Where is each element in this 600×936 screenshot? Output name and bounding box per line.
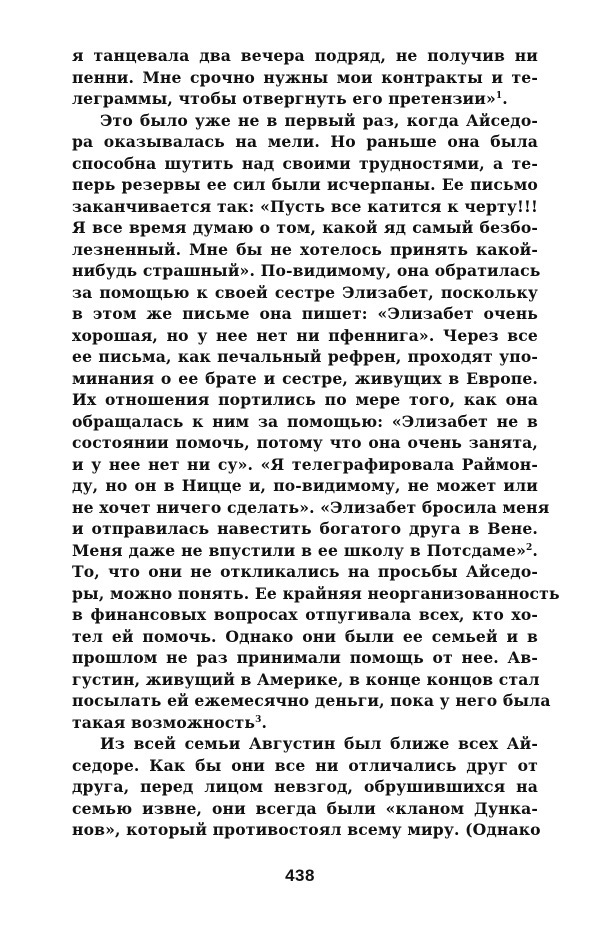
text-line: ры, можно понять. Ее крайняя неорганизованность [72, 583, 560, 603]
text-line: Я все время думаю о том, какой яд самый безбо- [72, 218, 538, 237]
text-line: тел ей помочь. Однако они были ее семьей и в [72, 626, 538, 646]
text-line: посылать ей ежемесячно деньги, пока у него была [72, 691, 551, 710]
text-line: в финансовых вопросах отпугивала всех, кто хо- [72, 605, 538, 624]
text-line: хорошая, но у нее нет ни пфеннига». Через все [72, 325, 538, 345]
text-fragment: Меня даже не впустили в ее школу в Потсдаме» [72, 540, 526, 560]
text-line: лезненный. Мне бы не хотелось принять какой- [72, 239, 538, 259]
text-line: густин, живущий в Америке, в конце концов стал [72, 669, 540, 689]
text-line: состоянии помочь, потому что она очень занята, [72, 433, 538, 452]
text-line: Это было уже не в первый раз, когда Айседо- [100, 110, 538, 130]
body-text [72, 45, 560, 841]
text-fragment: . [502, 89, 508, 108]
text-line: обращалась к ним за помощью: «Элизабет не в [72, 411, 538, 431]
footnote-ref-2: 2 [525, 542, 533, 553]
text-line: в этом же письме она пишет: «Элизабет очень [72, 304, 538, 323]
text-line: пенни. Мне срочно нужны мои контракты и те- [72, 67, 538, 87]
text-line: перь резервы ее сил были исчерпаны. Ее письмо [72, 175, 538, 194]
text-fragment: такая возможность [72, 712, 256, 732]
text-line: ра оказывалась на мели. Но раньше она была [72, 132, 538, 151]
page-number: 438 [285, 866, 315, 885]
text-line: и у нее нет ни су». «Я телеграфировала Раймон- [72, 454, 538, 474]
text-line: Из всей семьи Августин был ближе всех Ай- [100, 734, 538, 753]
text-line [72, 88, 538, 110]
text-line [72, 540, 538, 562]
text-fragment: . [532, 540, 538, 560]
footnote-ref-1: 1 [495, 91, 503, 101]
text-line: за помощью к своей сестре Элизабет, поскольку [72, 282, 538, 302]
text-line: семью извне, они всегда были «кланом Дунка- [72, 798, 538, 818]
text-line: ду, но он в Ницце и, по-видимому, не может или [72, 476, 538, 495]
text-line: нов», который противостоял всему миру. (Однако [72, 820, 541, 839]
text-line: друга, перед лицом невзгод, обрушившихся на [72, 777, 538, 796]
text-line: способна шутить над своими трудностями, а те- [72, 153, 538, 173]
text-line: заканчивается так: «Пусть все катится к черту!!! [72, 196, 538, 216]
text-line: я танцевала два вечера подряд, не получив ни [72, 46, 538, 65]
text-line: прошлом не раз принимали помощь от нее. Ав- [72, 648, 538, 667]
text-line: и отправилась навестить богатого друга в Вене. [72, 519, 538, 538]
text-fragment: . [261, 712, 268, 732]
text-line: Их отношения портились по мере того, как она [72, 390, 538, 409]
text-line: не хочет ничего сделать». «Элизабет бросила меня [72, 497, 550, 517]
text-line: седоре. Как бы они все ни отличались друг от [72, 755, 538, 775]
footnote-ref-3: 3 [255, 714, 262, 725]
text-line: нибудь страшный». По-видимому, она обратилась [72, 261, 541, 280]
text-fragment: леграммы, чтобы отвергнуть его претензии» [72, 89, 496, 108]
text-line: ее письма, как печальный рефрен, проходят упо- [72, 347, 538, 366]
text-line [72, 712, 538, 734]
text-line: То, что они не откликались на просьбы Айседо- [72, 562, 538, 581]
text-line: минания о ее брате и сестре, живущих в Европе. [72, 368, 538, 388]
